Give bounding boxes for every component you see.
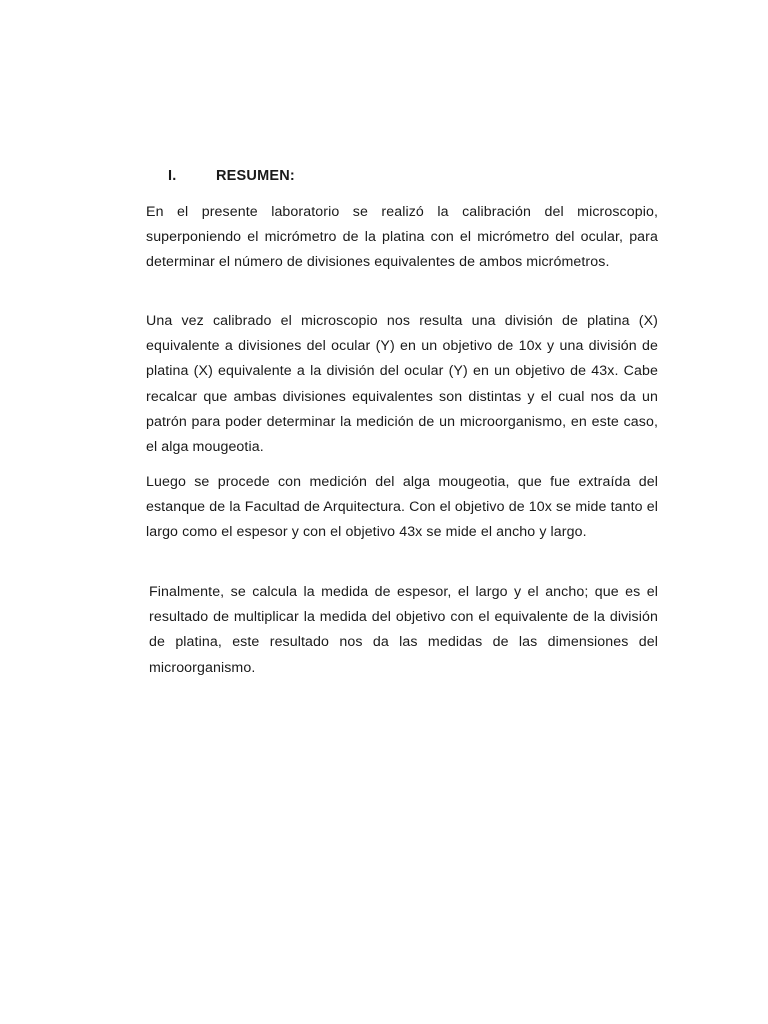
paragraph-4: Finalmente, se calcula la medida de espesor, el largo y el ancho; que es el resultado de multiplicar la medida del objetivo con el equivalente de la división de platina, este resultado nos da las medidas de las dimensiones del microorganismo. — [149, 584, 658, 676]
section-heading — [168, 168, 295, 184]
paragraph-2: Una vez calibrado el microscopio nos resulta una división de platina (X) equivalente a divisiones del ocular (Y) en un objetivo de 10x y una división de platina (X) equivalente a la división del ocular (Y) en un objetivo de 43x. Cabe recalcar que ambas divisiones equivalentes son distintas y el cual nos da un patrón para poder determinar la medición de un microorganismo, en este caso, el alga mougeotia. — [146, 313, 658, 456]
section-title: RESUMEN: — [216, 168, 295, 184]
section-number: I. — [168, 168, 177, 184]
paragraph-1: En el presente laboratorio se realizó la calibración del microscopio, superponiendo el micrómetro de la platina con el micrómetro del ocular, para determinar el número de divisiones equivalentes de ambos micrómetros. — [146, 204, 658, 271]
paragraph-3: Luego se procede con medición del alga mougeotia, que fue extraída del estanque de la Facultad de Arquitectura. Con el objetivo de 10x se mide tanto el largo como el espesor y con el objetivo 43x se mide el ancho y largo. — [146, 474, 658, 541]
